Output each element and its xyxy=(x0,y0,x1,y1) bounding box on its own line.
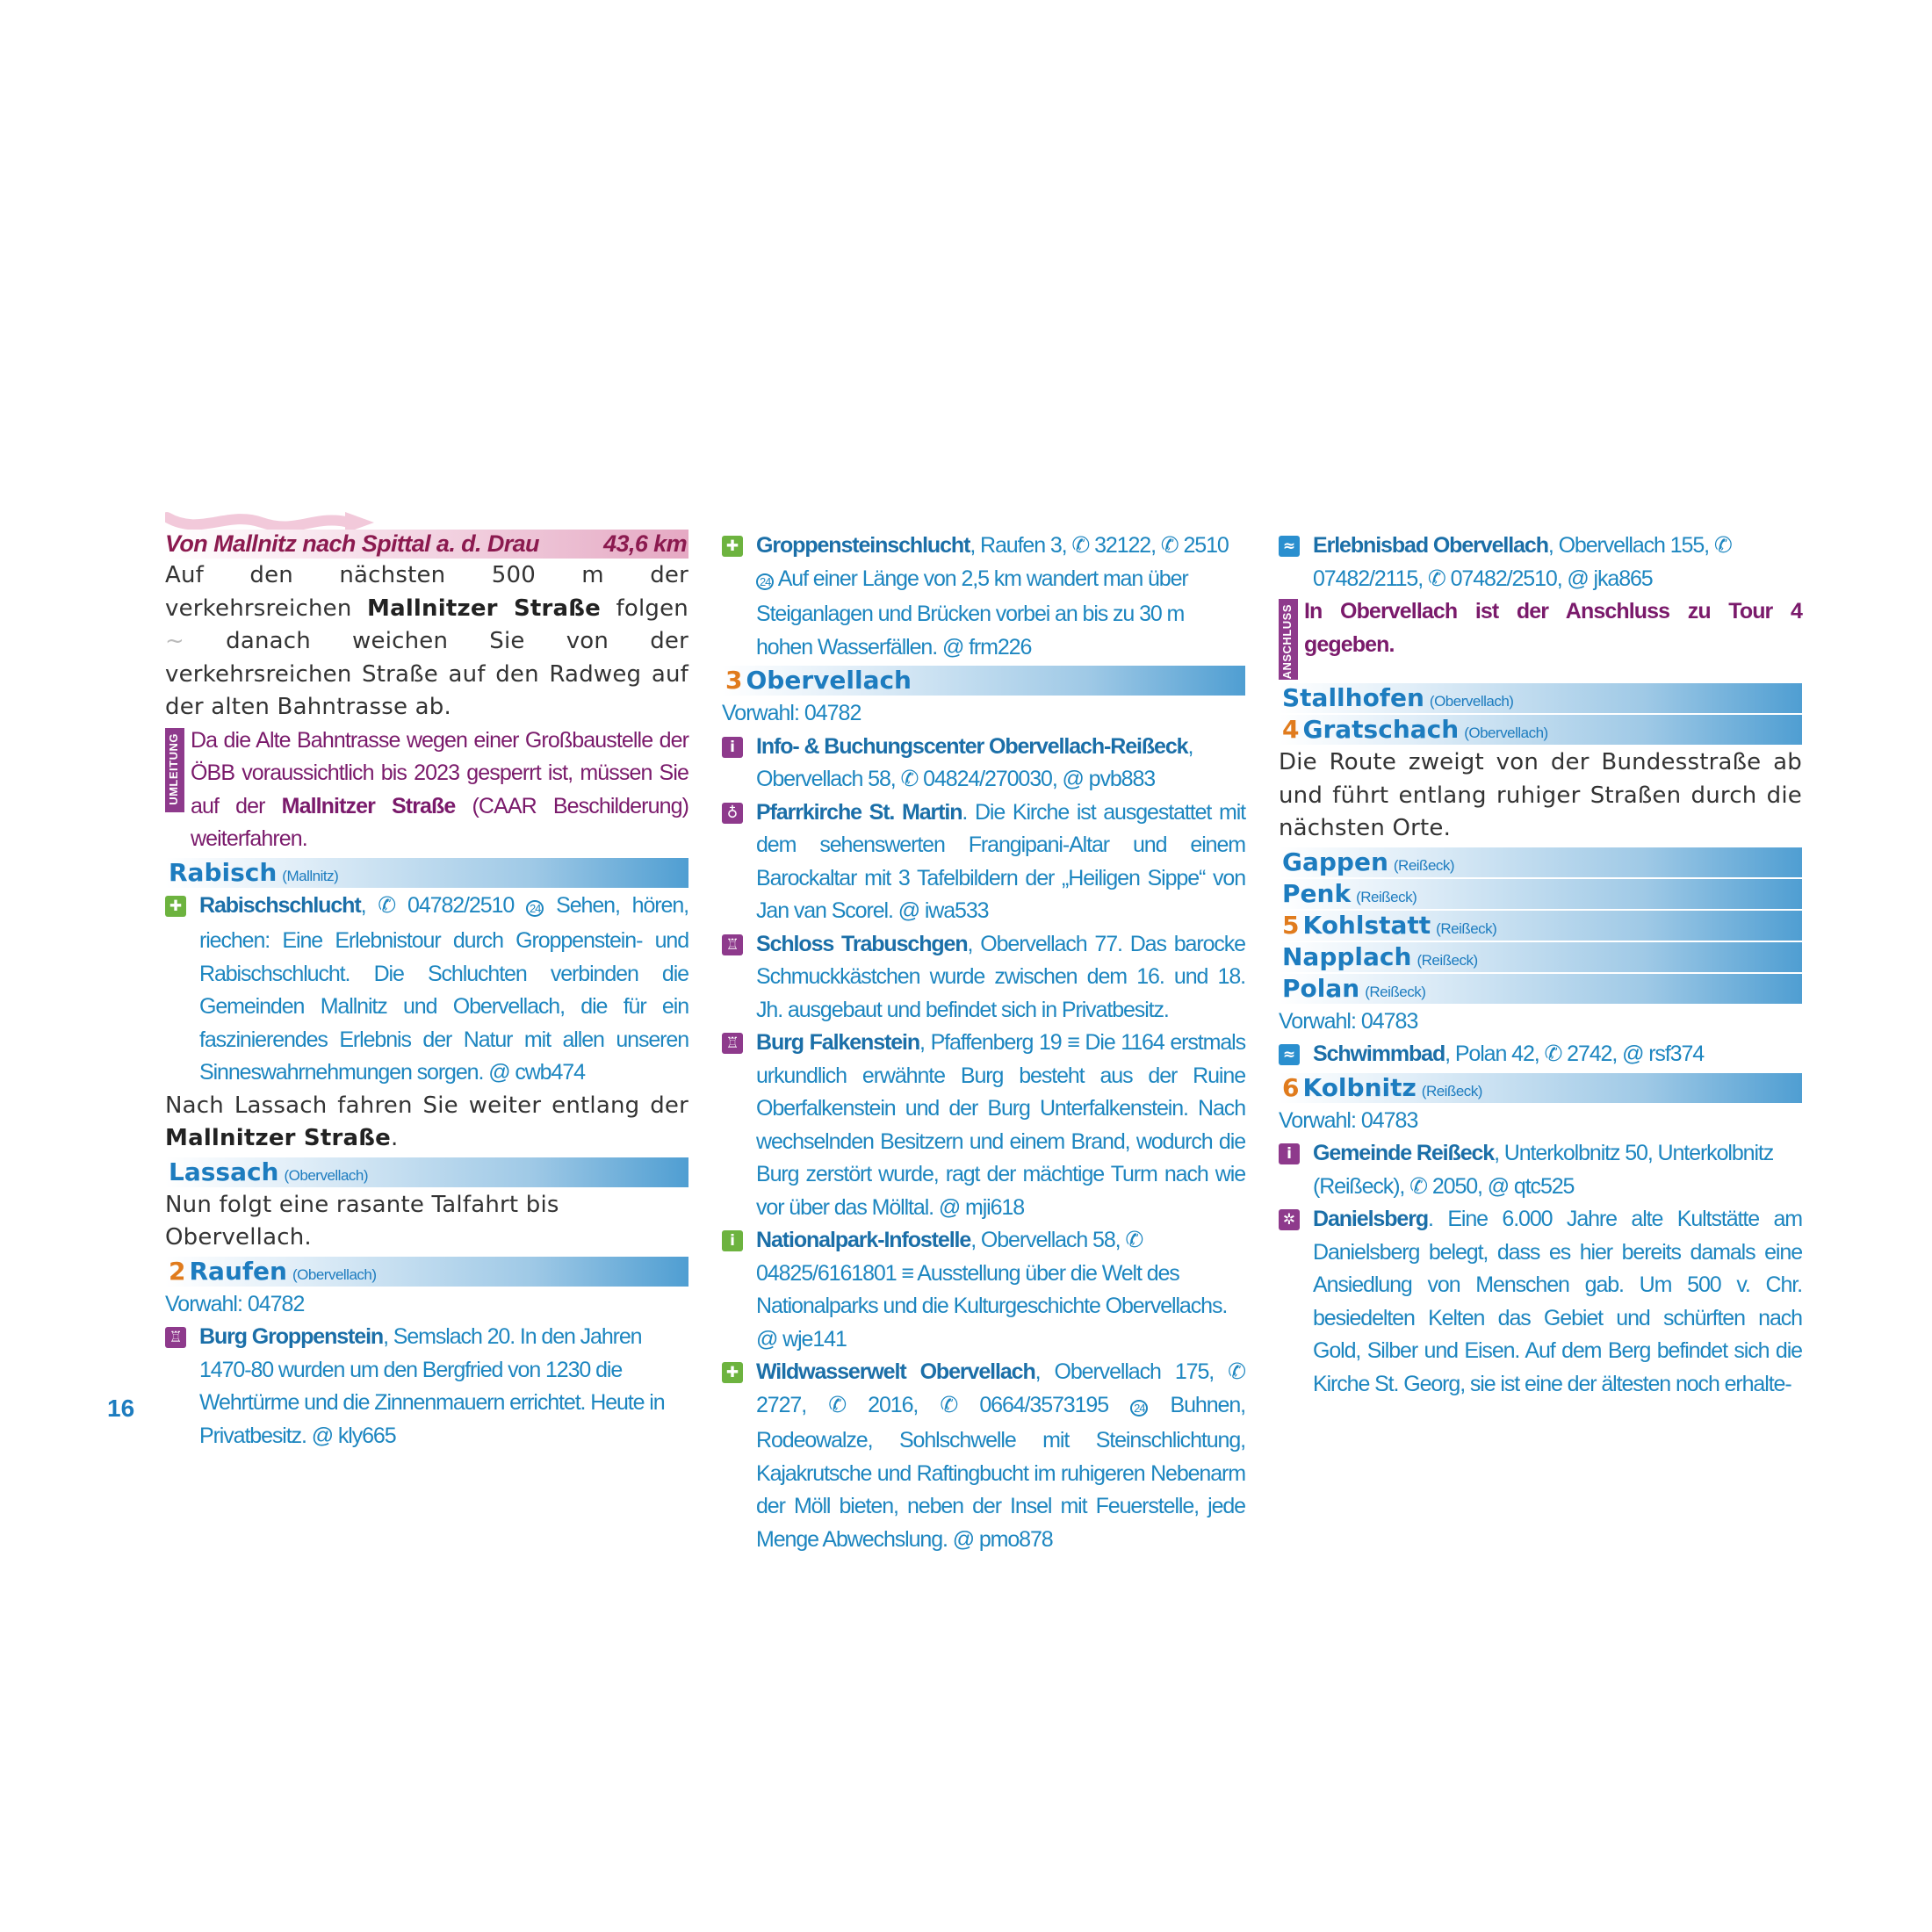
route-distance: 43,6 km xyxy=(603,530,687,557)
web-code[interactable]: kly665 xyxy=(333,1423,396,1448)
web-code[interactable]: jka865 xyxy=(1588,566,1653,591)
web-icon: @ xyxy=(488,1060,510,1085)
sight-icon: ✲ xyxy=(1279,1209,1300,1230)
web-icon: @ xyxy=(941,634,964,660)
phone-icon: ✆ xyxy=(1427,566,1445,591)
obervellach-vorwahl: Vorwahl: 04782 xyxy=(722,701,861,725)
castle-icon: ♖ xyxy=(722,934,743,955)
web-icon: @ xyxy=(1622,1042,1644,1066)
place-raufen: 2 Raufen (Obervellach) xyxy=(165,1257,688,1287)
place-obervellach: 3 Obervellach xyxy=(722,666,1245,696)
entry-nationalpark-infostelle: i Nationalpark-Infostelle, Obervellach 58, ✆ 04825/6161801 ≡ Ausstellung über die Welt des Nationalparks und die Kulturgeschichte Obervellachs. @ wje141 xyxy=(722,1224,1245,1356)
hours-icon: 24 xyxy=(526,900,544,917)
web-code[interactable]: mji618 xyxy=(960,1194,1025,1220)
place-kolbnitz: 6 Kolbnitz (Reißeck) xyxy=(1279,1073,1802,1103)
nature-icon: ✚ xyxy=(722,536,743,557)
hours-icon: 24 xyxy=(1130,1400,1148,1417)
route-header xyxy=(165,530,688,559)
place-napplach: Napplach (Reißeck) xyxy=(1279,942,1802,972)
hours-icon: 24 xyxy=(756,573,774,590)
kolbnitz-vorwahl: Vorwahl: 04783 xyxy=(1279,1107,1418,1133)
web-icon: @ xyxy=(756,1326,778,1352)
phone-icon: ✆ xyxy=(940,1392,958,1417)
info-icon: ≡ xyxy=(1067,1030,1079,1055)
intro-paragraph: Auf den nächsten 500 m der verkehrsreichen Mallnitzer Straße folgen ~ danach weichen Sie von der verkehrsreichen Straße auf den Radweg auf der alten Bahntrasse ab. xyxy=(165,562,688,720)
route-title: Von Mallnitz nach Spittal a. d. Drau xyxy=(165,530,539,557)
entry-groppensteinschlucht: ✚ Groppensteinschlucht, Raufen 3, ✆ 32122, ✆ 2510 24 Auf einer Länge von 2,5 km wandert man über Steiganlagen und Brücken vorbei an bis zu 30 m hohen Wasserfällen. @ frm226 xyxy=(722,530,1245,664)
web-icon: @ xyxy=(1487,1173,1510,1199)
entry-schwimmbad: ≈ Schwimmbad, Polan 42, ✆ 2742, @ rsf374 xyxy=(1279,1038,1802,1071)
polan-vorwahl: Vorwahl: 04783 xyxy=(1279,1008,1418,1034)
web-code[interactable]: qtc525 xyxy=(1509,1173,1575,1199)
phone-icon: ✆ xyxy=(900,767,919,791)
web-code[interactable]: wje141 xyxy=(777,1326,847,1352)
phone-icon: ✆ xyxy=(1713,533,1732,558)
bath-icon: ≈ xyxy=(1279,1044,1300,1065)
info-icon: ≡ xyxy=(901,1260,913,1286)
entry-erlebnisbad: ≈ Erlebnisbad Obervellach, Obervellach 155, ✆ 07482/2115, ✆ 07482/2510, @ jka865 xyxy=(1279,530,1802,595)
column-2 xyxy=(722,530,1245,1556)
web-icon: @ xyxy=(311,1423,333,1448)
raufen-vorwahl: Vorwahl: 04782 xyxy=(165,1291,305,1316)
web-icon: @ xyxy=(952,1526,974,1552)
web-code[interactable]: cwb474 xyxy=(509,1060,585,1085)
info-icon: i xyxy=(722,737,743,758)
dash-icon: ~ xyxy=(165,628,184,654)
phone-icon: ✆ xyxy=(1125,1228,1143,1252)
connection-tag: ANSCHLUSS xyxy=(1279,599,1298,680)
entry-rabischschlucht: ✚ Rabischschlucht, ✆ 04782/2510 24 Sehen, hören, riechen: Eine Erlebnistour durch Groppenstein- und Rabischschlucht. Die Schluchten verbinden die Gemeinden Mallnitz und Obervellach, die für ein faszinierendes Erlebnis der Natur mit allen unseren Sinneswahrnehmungen sorgen. @ cwb474 xyxy=(165,890,688,1090)
entry-burg-groppenstein: ♖ Burg Groppenstein, Semslach 20. In den Jahren 1470-80 wurden um den Bergfried von 1230 die Wehrtürme und die Zinnenmauern errichtet. Heute in Privatbesitz. @ kly665 xyxy=(165,1321,688,1453)
detour-notice: UMLEITUNG Da die Alte Bahntrasse wegen einer Großbaustelle der ÖBB voraussichtlich bis 2023 gesperrt ist, müssen Sie auf der Mallnitzer Straße (CAAR Beschilderung) weiterfahren. xyxy=(167,727,689,851)
entry-gemeinde-reisseck: i Gemeinde Reißeck, Unterkolbnitz 50, Unterkolbnitz (Reißeck), ✆ 2050, @ qtc525 xyxy=(1279,1137,1802,1203)
phone-icon: ✆ xyxy=(1544,1042,1562,1066)
phone-icon: ✆ xyxy=(378,892,396,918)
web-code[interactable]: rsf374 xyxy=(1643,1042,1705,1066)
lassach-intro: Nach Lassach fahren Sie weiter entlang der Mallnitzer Straße. xyxy=(165,1092,688,1151)
entry-danielsberg: ✲ Danielsberg. Eine 6.000 Jahre alte Kultstätte am Danielsberg belegt, dass es hier bereits damals eine Ansiedlung von Menschen gab. Um 500 v. Chr. besiedelten Kelten das Gebiet und schürften nach Gold, Silber und Eisen. Auf dem Berg befindet sich die Kirche St. Georg, sie ist eine der ältesten noch erhalte- xyxy=(1279,1203,1802,1401)
info-icon: i xyxy=(1279,1143,1300,1164)
phone-icon: ✆ xyxy=(1071,533,1090,558)
castle-icon: ♖ xyxy=(165,1327,186,1348)
nationalpark-icon: i xyxy=(722,1230,743,1251)
web-icon: @ xyxy=(898,898,919,923)
phone-icon: ✆ xyxy=(1160,533,1179,558)
phone-icon: ✆ xyxy=(1409,1173,1427,1199)
web-icon: @ xyxy=(1062,767,1084,791)
place-polan: Polan (Reißeck) xyxy=(1279,974,1802,1004)
lassach-text: Nun folgt eine rasante Talfahrt bis Obervellach. xyxy=(165,1191,559,1251)
place-penk: Penk (Reißeck) xyxy=(1279,879,1802,909)
web-icon: @ xyxy=(1567,566,1589,591)
web-code[interactable]: pvb883 xyxy=(1083,767,1156,791)
entry-burg-falkenstein: ♖ Burg Falkenstein, Pfaffenberg 19 ≡ Die 1164 erstmals urkundlich erwähnte Burg besteht aus der Ruine Oberfalkenstein und der Burg Unterfalkenstein. Nach wechselnden Besitzern und einem Brand, wodurch die Burg zerstört wurde, ragt der mächtige Turm nach wie vor über das Mölltal. @ mji618 xyxy=(722,1027,1245,1224)
phone-icon: ✆ xyxy=(828,1392,847,1417)
phone-icon: ✆ xyxy=(1228,1359,1245,1384)
nature-icon: ✚ xyxy=(722,1362,743,1383)
entry-pfarrkirche: ♁ Pfarrkirche St. Martin. Die Kirche ist ausgestattet mit dem sehenswerten Frangipani-Altar und einem Barockaltar mit 3 Tafelbildern der „Heiligen Sippe“ von Jan van Scorel. @ iwa533 xyxy=(722,797,1245,928)
church-icon: ♁ xyxy=(722,803,743,824)
web-code[interactable]: pmo878 xyxy=(974,1526,1053,1552)
place-stallhofen: Stallhofen (Obervellach) xyxy=(1279,683,1802,713)
web-code[interactable]: frm226 xyxy=(963,634,1032,660)
web-icon: @ xyxy=(938,1194,961,1220)
place-lassach: Lassach (Obervellach) xyxy=(165,1157,688,1187)
entry-info-buchungscenter: i Info- & Buchungscenter Obervellach-Reißeck, Obervellach 58, ✆ 04824/270030, @ pvb883 xyxy=(722,731,1245,797)
column-1 xyxy=(165,530,688,1453)
entry-schloss-trabuschgen: ♖ Schloss Trabuschgen, Obervellach 77. Das barocke Schmuckkästchen wurde zwischen dem 16. und 18. Jh. ausgebaut und befindet sich in Privatbesitz. xyxy=(722,928,1245,1027)
route-paragraph: Die Route zweigt von der Bundesstraße ab und führt entlang ruhiger Straßen durch die nächsten Orte. xyxy=(1279,749,1802,841)
column-3 xyxy=(1279,530,1802,1401)
detour-tag: UMLEITUNG xyxy=(165,728,184,812)
entry-wildwasserwelt: ✚ Wildwasserwelt Obervellach, Obervellach 175, ✆ 2727, ✆ 2016, ✆ 0664/3573195 24 Buhnen, Rodeowalze, Sohlschwelle mit Steinschlichtung, Kajakrutsche und Raftingbucht im ruhigeren Nebenarm der Möll bieten, neben der Insel mit Feuerstelle, jede Menge Abwechslung. @ pmo878 xyxy=(722,1356,1245,1556)
place-gratschach: 4 Gratschach (Obervellach) xyxy=(1279,715,1802,745)
place-gappen: Gappen (Reißeck) xyxy=(1279,847,1802,877)
bath-icon: ≈ xyxy=(1279,536,1300,557)
place-rabisch: Rabisch (Mallnitz) xyxy=(165,858,688,888)
connection-notice: ANSCHLUSS In Obervellach ist der Anschluss zu Tour 4 gegeben. xyxy=(1280,599,1802,680)
nature-icon: ✚ xyxy=(165,896,186,917)
web-code[interactable]: iwa533 xyxy=(919,898,989,923)
castle-icon: ♖ xyxy=(722,1033,743,1054)
place-kohlstatt: 5 Kohlstatt (Reißeck) xyxy=(1279,911,1802,941)
page-number: 16 xyxy=(107,1395,135,1422)
